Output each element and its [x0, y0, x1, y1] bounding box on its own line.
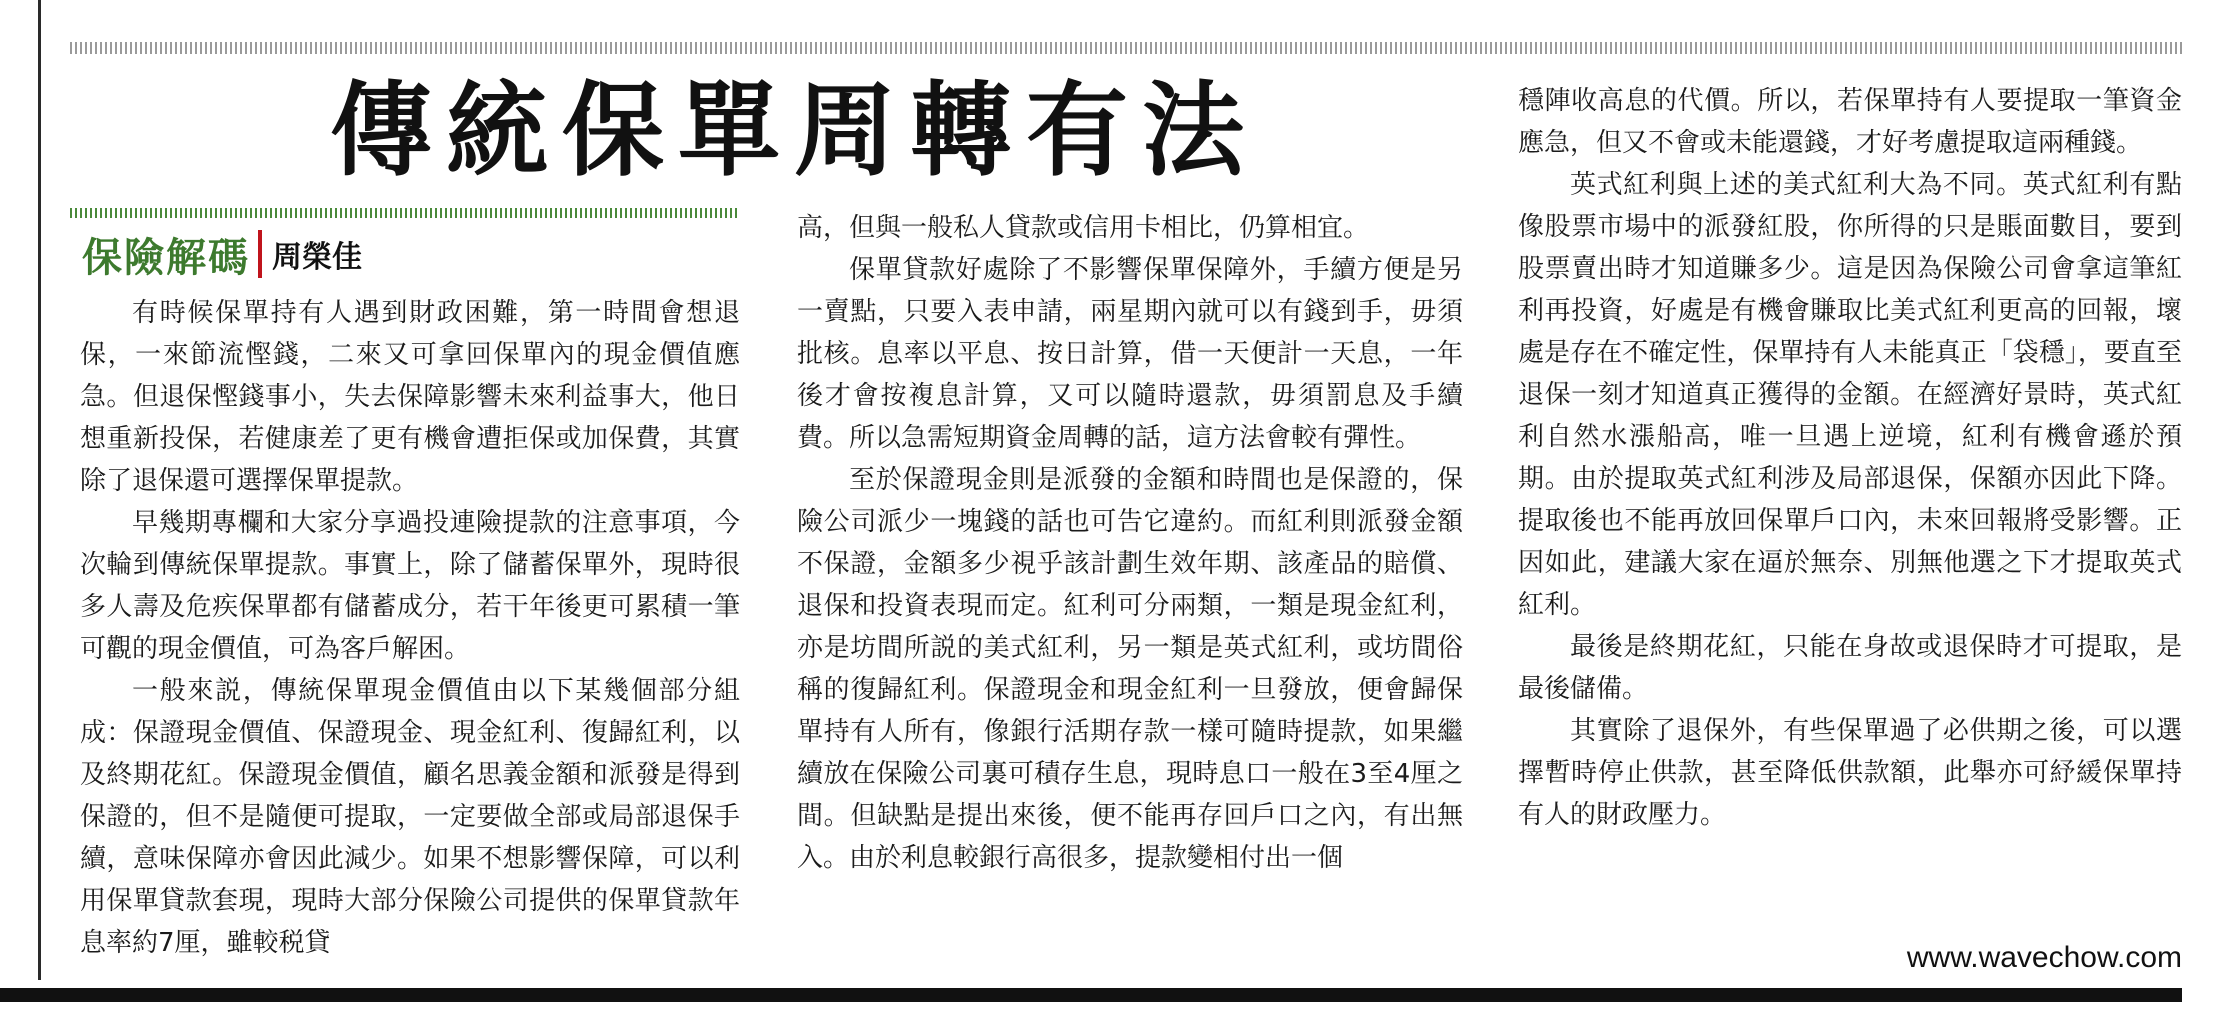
- article-paragraph: 穩陣收高息的代價。所以，若保單持有人要提取一筆資金應急，但又不會或未能還錢，才好考慮提取這兩種錢。: [1518, 86, 2182, 158]
- article-paragraph: 有時候保單持有人遇到財政困難，第一時間會想退保，一來節流慳錢，二來又可拿回保單內的現金價值應急。但退保慳錢事小，失去保障影響未來利益事大，他日想重新投保，若健康差了更有機會遭拒保或加保費，其實除了退保還可選擇保單提款。: [80, 298, 740, 496]
- byline: [82, 224, 362, 284]
- article-paragraph: 至於保證現金則是派發的金額和時間也是保證的，保險公司派少一塊錢的話也可告它違約。而紅利則派發金額不保證，金額多少視乎該計劃生效年期、該產品的賠償、退保和投資表現而定。紅利可分兩類，一類是現金紅利，亦是坊間所説的美式紅利，另一類是英式紅利，或坊間俗稱的復歸紅利。保證現金和現金紅利一旦發放，便會歸保單持有人所有，像銀行活期存款一樣可隨時提款，如果繼續放在保險公司裏可積存生息，現時息口一般在3至4厘之間。但缺點是提出來後，便不能再存回戶口之內，有出無入。由於利息較銀行高很多，提款變相付出一個: [797, 465, 1463, 873]
- article-paragraph: 最後是終期花紅，只能在身故或退保時才可提取，是最後儲備。: [1518, 632, 2182, 704]
- article-paragraph: 其實除了退保外，有些保單過了必供期之後，可以選擇暫時停止供款，甚至降低供款額，此舉亦可紓緩保單持有人的財政壓力。: [1518, 716, 2182, 830]
- byline-divider: [258, 230, 262, 278]
- article-paragraph: 早幾期專欄和大家分享過投連險提款的注意事項，今次輪到傳統保單提款。事實上，除了儲蓄保單外，現時很多人壽及危疾保單都有儲蓄成分，若干年後更可累積一筆可觀的現金價值，可為客戶解困。: [80, 508, 740, 664]
- article-paragraph: 保單貸款好處除了不影響保單保障外，手續方便是另一賣點，只要入表申請，兩星期內就可以有錢到手，毋須批核。息率以平息、按日計算，借一天便計一天息，一年後才會按複息計算，又可以隨時還款，毋須罰息及手續費。所以急需短期資金周轉的話，這方法會較有彈性。: [797, 255, 1463, 453]
- article-paragraph: 高，但與一般私人貸款或信用卡相比，仍算相宜。: [797, 213, 1370, 243]
- text-column-1: [80, 292, 740, 964]
- website-url: www.wavechow.com: [1906, 941, 2182, 974]
- top-dotted-rule: [70, 42, 2182, 54]
- author-name: 周榮佳: [272, 240, 362, 275]
- text-column-2: [797, 207, 1463, 879]
- article-headline: 傳統保單周轉有法: [330, 72, 1258, 191]
- article-paragraph: 一般來説，傳統保單現金價值由以下某幾個部分組成：保證現金價值、保證現金、現金紅利、復歸紅利，以及終期花紅。保證現金價值，顧名思義金額和派發是得到保證的，但不是隨便可提取，一定要做全部或局部退保手續，意味保障亦會因此減少。如果不想影響保障，可以利用保單貸款套現，現時大部分保險公司提供的保單貸款年息率約7厘，雖較税貸: [80, 676, 740, 958]
- column-name: 保險解碼: [82, 233, 250, 281]
- bottom-rule: [0, 988, 2182, 1002]
- left-column-rule: [38, 0, 41, 980]
- text-column-3: [1518, 80, 2182, 836]
- article-paragraph: 英式紅利與上述的美式紅利大為不同。英式紅利有點像股票市場中的派發紅股，你所得的只是賬面數目，要到股票賣出時才知道賺多少。這是因為保險公司會拿這筆紅利再投資，好處是有機會賺取比美式紅利更高的回報，壞處是存在不確定性，保單持有人未能真正「袋穩」，要直至退保一刻才知道真正獲得的金額。在經濟好景時，英式紅利自然水漲船高，唯一旦遇上逆境，紅利有機會遜於預期。由於提取英式紅利涉及局部退保，保額亦因此下降。提取後也不能再放回保單戶口內，未來回報將受影響。正因如此，建議大家在逼於無奈、別無他選之下才提取英式紅利。: [1518, 170, 2182, 620]
- green-dotted-rule: [70, 208, 740, 218]
